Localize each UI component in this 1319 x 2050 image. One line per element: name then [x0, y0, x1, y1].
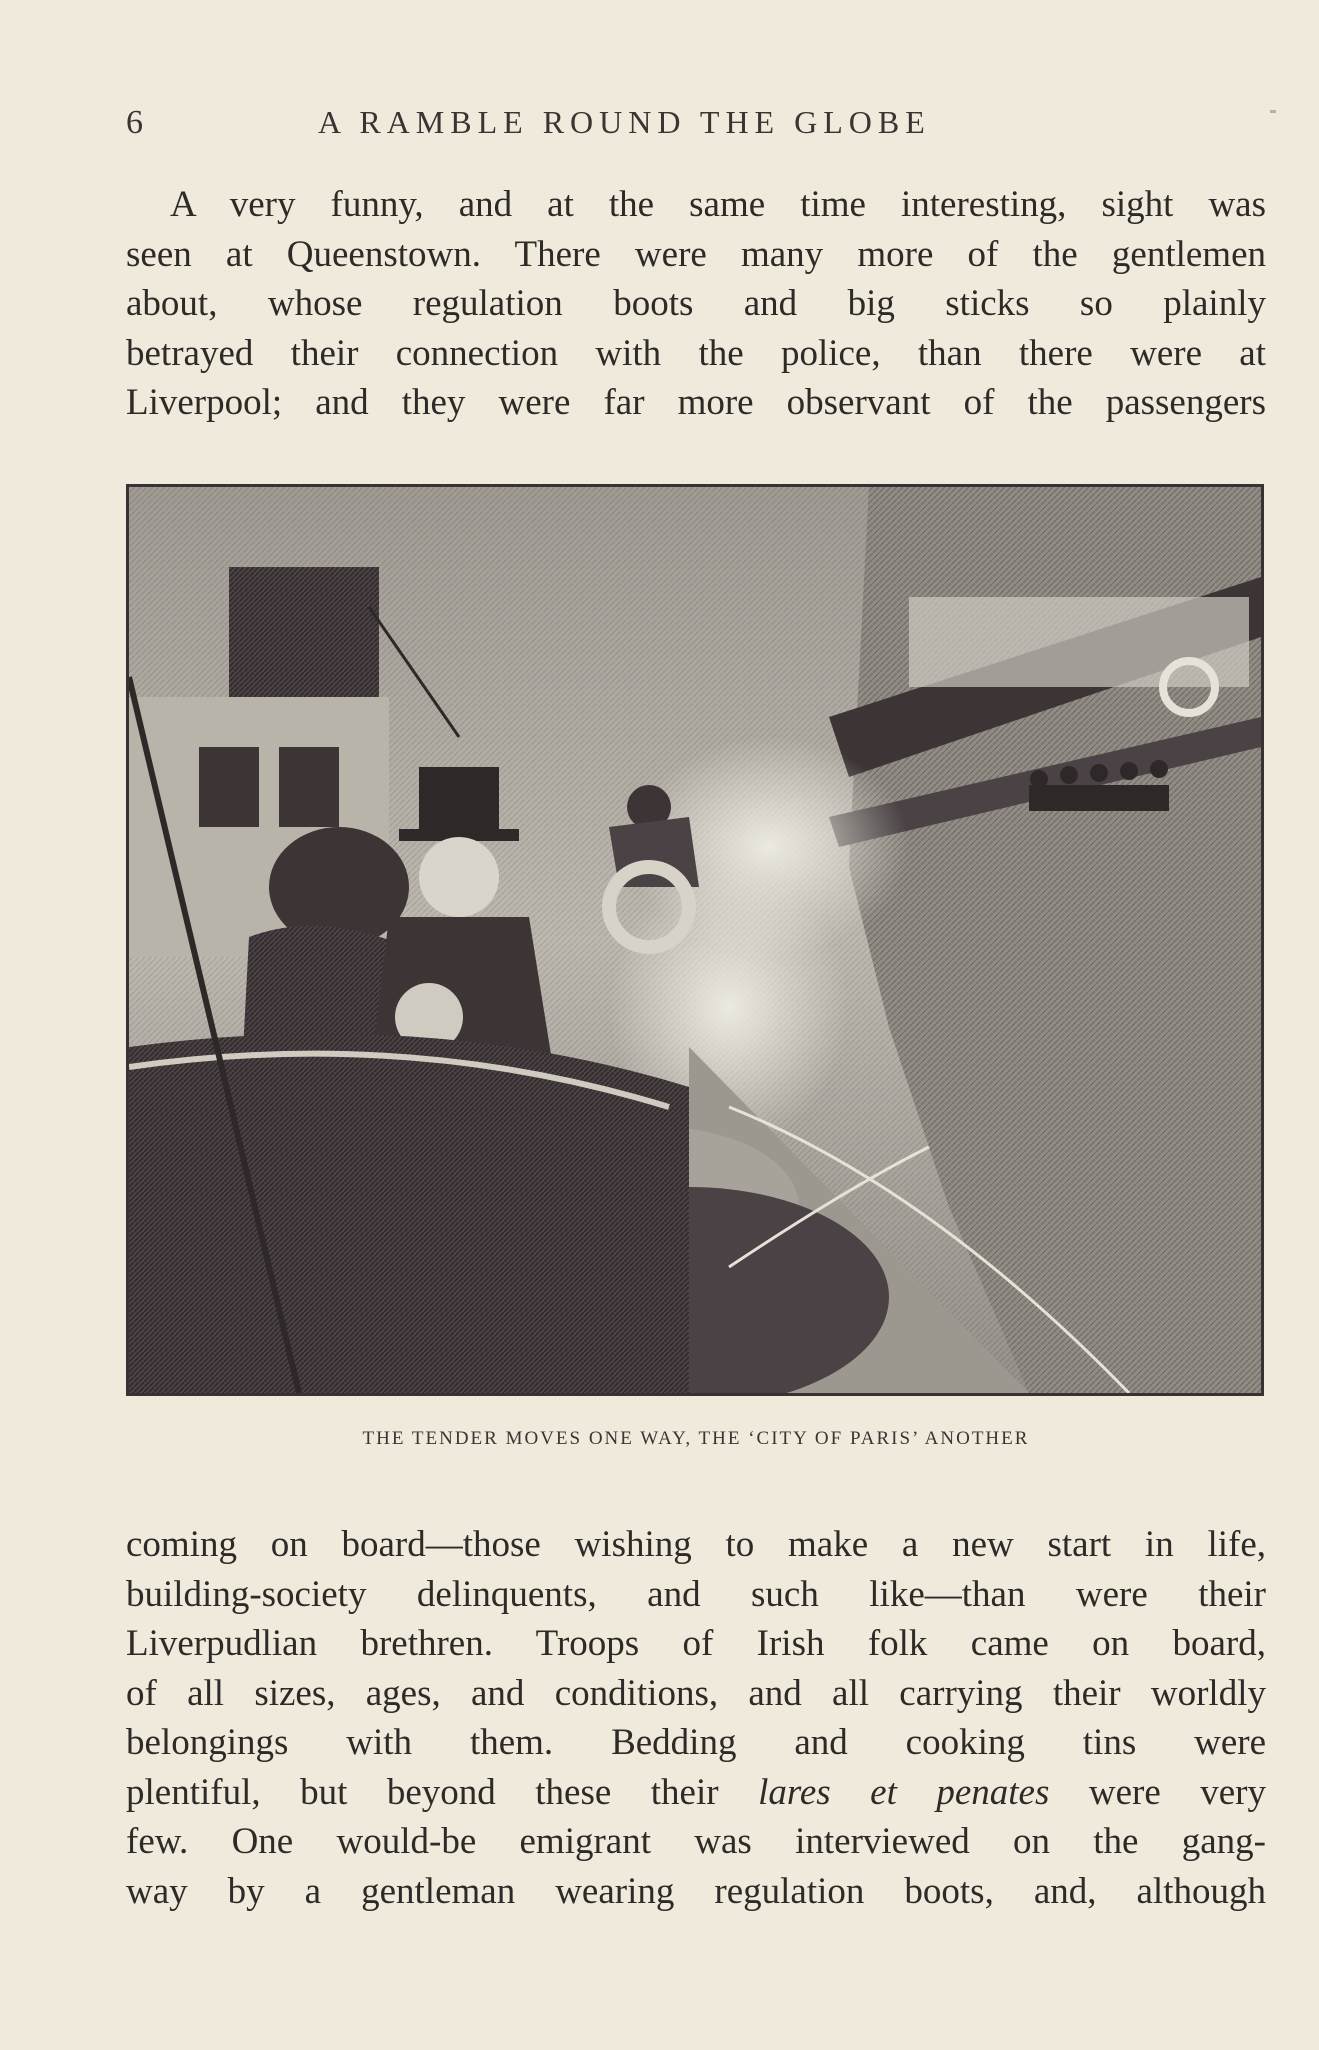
- text-line: Liverpool; and they were far more observant of the passengers: [126, 382, 1266, 423]
- page-number: 6: [126, 104, 143, 141]
- paragraph-top: [126, 180, 1266, 428]
- engraving-illustration: [126, 484, 1264, 1396]
- running-title: A RAMBLE ROUND THE GLOBE: [318, 104, 931, 140]
- engraving-drawing: [129, 487, 1261, 1393]
- italic-phrase: lares et penates: [758, 1771, 1050, 1813]
- figure-caption: THE TENDER MOVES ONE WAY, THE ‘CITY OF PARIS’ ANOTHER: [362, 1428, 1030, 1449]
- text-segment: plentiful, but beyond these their: [126, 1771, 759, 1813]
- text-line: coming on board—those wishing to make a new start in life,: [126, 1524, 1266, 1565]
- text-line: belongings with them. Bedding and cooking tins were: [126, 1722, 1266, 1763]
- text-line: Liverpudlian brethren. Troops of Irish folk came on board,: [126, 1623, 1266, 1664]
- page-header: [126, 100, 1276, 150]
- text-line: seen at Queenstown. There were many more of the gentlemen: [126, 233, 1266, 275]
- print-speck: [1270, 110, 1276, 113]
- text-line: few. One would-be emigrant was interviewed on the gang-: [126, 1821, 1266, 1862]
- text-line: building-society delinquents, and such like—than were their: [126, 1573, 1266, 1615]
- text-segment: were very: [1049, 1771, 1266, 1813]
- text-line: of all sizes, ages, and conditions, and all carrying their worldly: [126, 1672, 1266, 1714]
- text-line: about, whose regulation boots and big sticks so plainly: [126, 283, 1266, 324]
- text-line: betrayed their connection with the police, than there were at: [126, 332, 1266, 374]
- paragraph-bottom: [126, 1520, 1266, 1916]
- text-line: A very funny, and at the same time interesting, sight was: [170, 184, 1266, 225]
- text-line-with-italic: [126, 1768, 1266, 1818]
- text-line: way by a gentleman wearing regulation boots, and, although: [126, 1870, 1266, 1912]
